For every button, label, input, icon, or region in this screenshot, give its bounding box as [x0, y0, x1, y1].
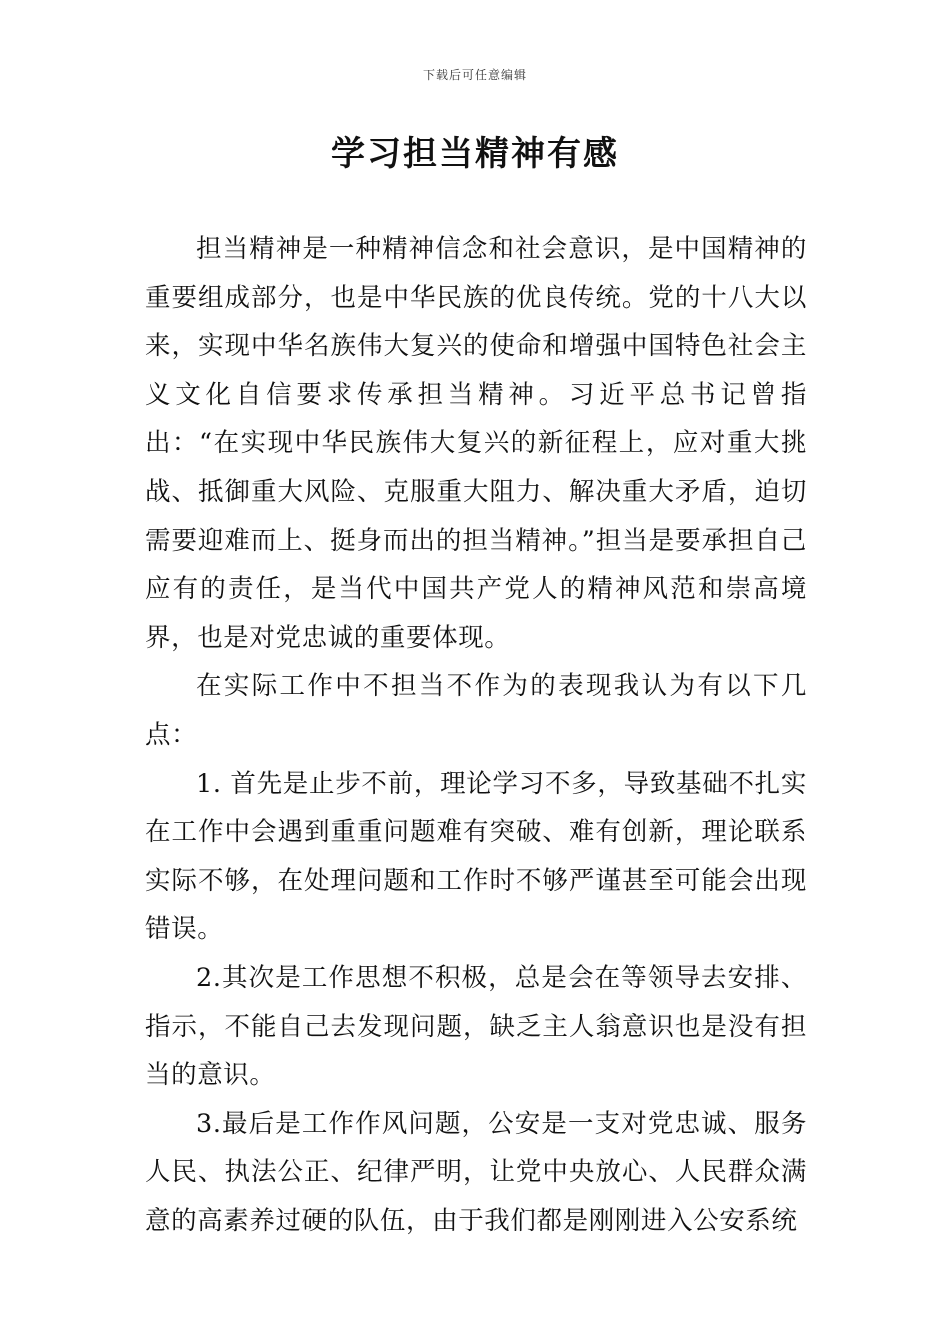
paragraph-points-lead: 在实际工作中不担当不作为的表现我认为有以下几点： [145, 671, 807, 750]
header-note: 下载后可任意编辑 [422, 68, 527, 82]
paragraph-intro: 担当精神是一种精神信念和社会意识，是中国精神的重要组成部分，也是中华民族的优良传统。党的十八大以来，实现中华名族伟大复兴的使命和增强中国特色社会主义文化自信要求传承担当精神。习近平总书记曾指出：“在实现中华民族伟大复兴的新征程上，应对重大挑战、抵御重大风险、克服重大阻力、解决重大矛盾，迫切需要迎难而上、挺身而出的担当精神。”担当是要承担自己应有的责任，是当代中国共产党人的精神风范和崇高境界，也是对党忠诚的重要体现。 [145, 234, 807, 653]
paragraph-point-3: 3.最后是工作作风问题，公安是一支对党忠诚、服务人民、执法公正、纪律严明，让党中央放心、人民群众满意的高素养过硬的队伍，由于我们都是刚刚进入公安系统 [145, 1108, 807, 1236]
document-body [145, 225, 807, 1245]
document-title: 学习担当精神有感 [331, 134, 619, 174]
paragraph-point-2: 2.其次是工作思想不积极，总是会在等领导去安排、指示，不能自己去发现问题，缺乏主人翁意识也是没有担当的意识。 [145, 962, 807, 1091]
paragraph-point-1: 1. 首先是止步不前，理论学习不多，导致基础不扎实在工作中会遇到重重问题难有突破、难有创新，理论联系实际不够，在处理问题和工作时不够严谨甚至可能会出现错误。 [145, 768, 807, 945]
